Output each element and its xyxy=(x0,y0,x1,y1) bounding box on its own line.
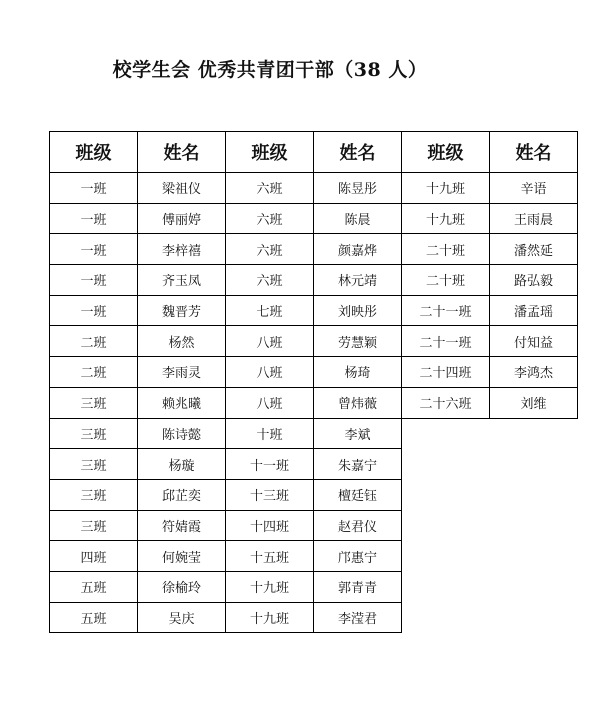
empty-cell xyxy=(490,510,578,541)
student-name-cell: 林元靖 xyxy=(314,265,402,296)
class-cell: 一班 xyxy=(50,234,138,265)
empty-cell xyxy=(490,449,578,480)
table-row xyxy=(50,357,578,388)
student-name-cell: 潘然延 xyxy=(490,234,578,265)
table-row xyxy=(50,173,578,204)
page-title: 校学生会 优秀共青团干部（38 人） xyxy=(112,59,428,81)
table-row xyxy=(50,449,578,480)
student-name-cell: 潘孟瑶 xyxy=(490,295,578,326)
table-row xyxy=(50,602,578,633)
column-header-name: 姓名 xyxy=(314,132,402,173)
student-name-cell: 刘映彤 xyxy=(314,295,402,326)
cadre-table xyxy=(49,131,578,633)
table-row xyxy=(50,265,578,296)
empty-cell xyxy=(402,418,490,449)
class-cell: 二十一班 xyxy=(402,326,490,357)
class-cell: 一班 xyxy=(50,173,138,204)
student-name-cell: 何婉莹 xyxy=(138,541,226,572)
class-cell: 六班 xyxy=(226,265,314,296)
table-row xyxy=(50,541,578,572)
student-name-cell: 杨然 xyxy=(138,326,226,357)
student-name-cell: 王雨晨 xyxy=(490,203,578,234)
class-cell: 二十四班 xyxy=(402,357,490,388)
student-name-cell: 梁祖仪 xyxy=(138,173,226,204)
student-name-cell: 李斌 xyxy=(314,418,402,449)
student-name-cell: 李鸿杰 xyxy=(490,357,578,388)
student-name-cell: 辛语 xyxy=(490,173,578,204)
class-cell: 五班 xyxy=(50,602,138,633)
column-header-name: 姓名 xyxy=(138,132,226,173)
student-name-cell: 符婧霞 xyxy=(138,510,226,541)
header-row xyxy=(50,132,578,173)
class-cell: 一班 xyxy=(50,203,138,234)
class-cell: 六班 xyxy=(226,203,314,234)
student-name-cell: 杨琦 xyxy=(314,357,402,388)
class-cell: 三班 xyxy=(50,449,138,480)
student-name-cell: 赵君仪 xyxy=(314,510,402,541)
empty-cell xyxy=(490,479,578,510)
class-cell: 三班 xyxy=(50,479,138,510)
student-name-cell: 傅丽婷 xyxy=(138,203,226,234)
student-name-cell: 陈诗懿 xyxy=(138,418,226,449)
table-row xyxy=(50,387,578,418)
class-cell: 十班 xyxy=(226,418,314,449)
student-name-cell: 郭青青 xyxy=(314,571,402,602)
student-name-cell: 曾炜薇 xyxy=(314,387,402,418)
student-name-cell: 魏晋芳 xyxy=(138,295,226,326)
student-name-cell: 路弘毅 xyxy=(490,265,578,296)
table-row xyxy=(50,571,578,602)
class-cell: 八班 xyxy=(226,387,314,418)
empty-cell xyxy=(490,571,578,602)
column-header-class: 班级 xyxy=(226,132,314,173)
empty-cell xyxy=(490,602,578,633)
class-cell: 三班 xyxy=(50,418,138,449)
class-cell: 六班 xyxy=(226,173,314,204)
student-name-cell: 邱芷奕 xyxy=(138,479,226,510)
class-cell: 十三班 xyxy=(226,479,314,510)
class-cell: 二十班 xyxy=(402,234,490,265)
student-name-cell: 徐榆玲 xyxy=(138,571,226,602)
class-cell: 十九班 xyxy=(402,173,490,204)
column-header-class: 班级 xyxy=(402,132,490,173)
empty-cell xyxy=(402,510,490,541)
class-cell: 一班 xyxy=(50,265,138,296)
student-name-cell: 陈昱彤 xyxy=(314,173,402,204)
class-cell: 五班 xyxy=(50,571,138,602)
student-name-cell: 刘维 xyxy=(490,387,578,418)
class-cell: 十四班 xyxy=(226,510,314,541)
class-cell: 二十班 xyxy=(402,265,490,296)
class-cell: 二班 xyxy=(50,357,138,388)
column-header-name: 姓名 xyxy=(490,132,578,173)
student-name-cell: 齐玉凤 xyxy=(138,265,226,296)
student-name-cell: 李滢君 xyxy=(314,602,402,633)
empty-cell xyxy=(402,541,490,572)
table-row xyxy=(50,479,578,510)
class-cell: 十九班 xyxy=(226,571,314,602)
class-cell: 八班 xyxy=(226,357,314,388)
empty-cell xyxy=(402,449,490,480)
empty-cell xyxy=(490,541,578,572)
student-name-cell: 颜嘉烨 xyxy=(314,234,402,265)
student-name-cell: 付知益 xyxy=(490,326,578,357)
table-body xyxy=(50,173,578,633)
student-name-cell: 邝惠宁 xyxy=(314,541,402,572)
class-cell: 二十六班 xyxy=(402,387,490,418)
student-name-cell: 杨璇 xyxy=(138,449,226,480)
class-cell: 十九班 xyxy=(402,203,490,234)
student-name-cell: 朱嘉宁 xyxy=(314,449,402,480)
student-name-cell: 赖兆曦 xyxy=(138,387,226,418)
student-name-cell: 李雨灵 xyxy=(138,357,226,388)
table-row xyxy=(50,295,578,326)
student-name-cell: 劳慧颖 xyxy=(314,326,402,357)
empty-cell xyxy=(490,418,578,449)
student-name-cell: 陈晨 xyxy=(314,203,402,234)
class-cell: 八班 xyxy=(226,326,314,357)
empty-cell xyxy=(402,571,490,602)
column-header-class: 班级 xyxy=(50,132,138,173)
student-name-cell: 檀廷钰 xyxy=(314,479,402,510)
class-cell: 六班 xyxy=(226,234,314,265)
class-cell: 十五班 xyxy=(226,541,314,572)
class-cell: 三班 xyxy=(50,387,138,418)
table-row xyxy=(50,234,578,265)
student-name-cell: 李梓禧 xyxy=(138,234,226,265)
class-cell: 一班 xyxy=(50,295,138,326)
table-row xyxy=(50,203,578,234)
table-row xyxy=(50,326,578,357)
class-cell: 十一班 xyxy=(226,449,314,480)
class-cell: 七班 xyxy=(226,295,314,326)
class-cell: 四班 xyxy=(50,541,138,572)
class-cell: 二十一班 xyxy=(402,295,490,326)
empty-cell xyxy=(402,602,490,633)
table-row xyxy=(50,418,578,449)
table-row xyxy=(50,510,578,541)
empty-cell xyxy=(402,479,490,510)
class-cell: 三班 xyxy=(50,510,138,541)
class-cell: 二班 xyxy=(50,326,138,357)
student-name-cell: 吴庆 xyxy=(138,602,226,633)
class-cell: 十九班 xyxy=(226,602,314,633)
